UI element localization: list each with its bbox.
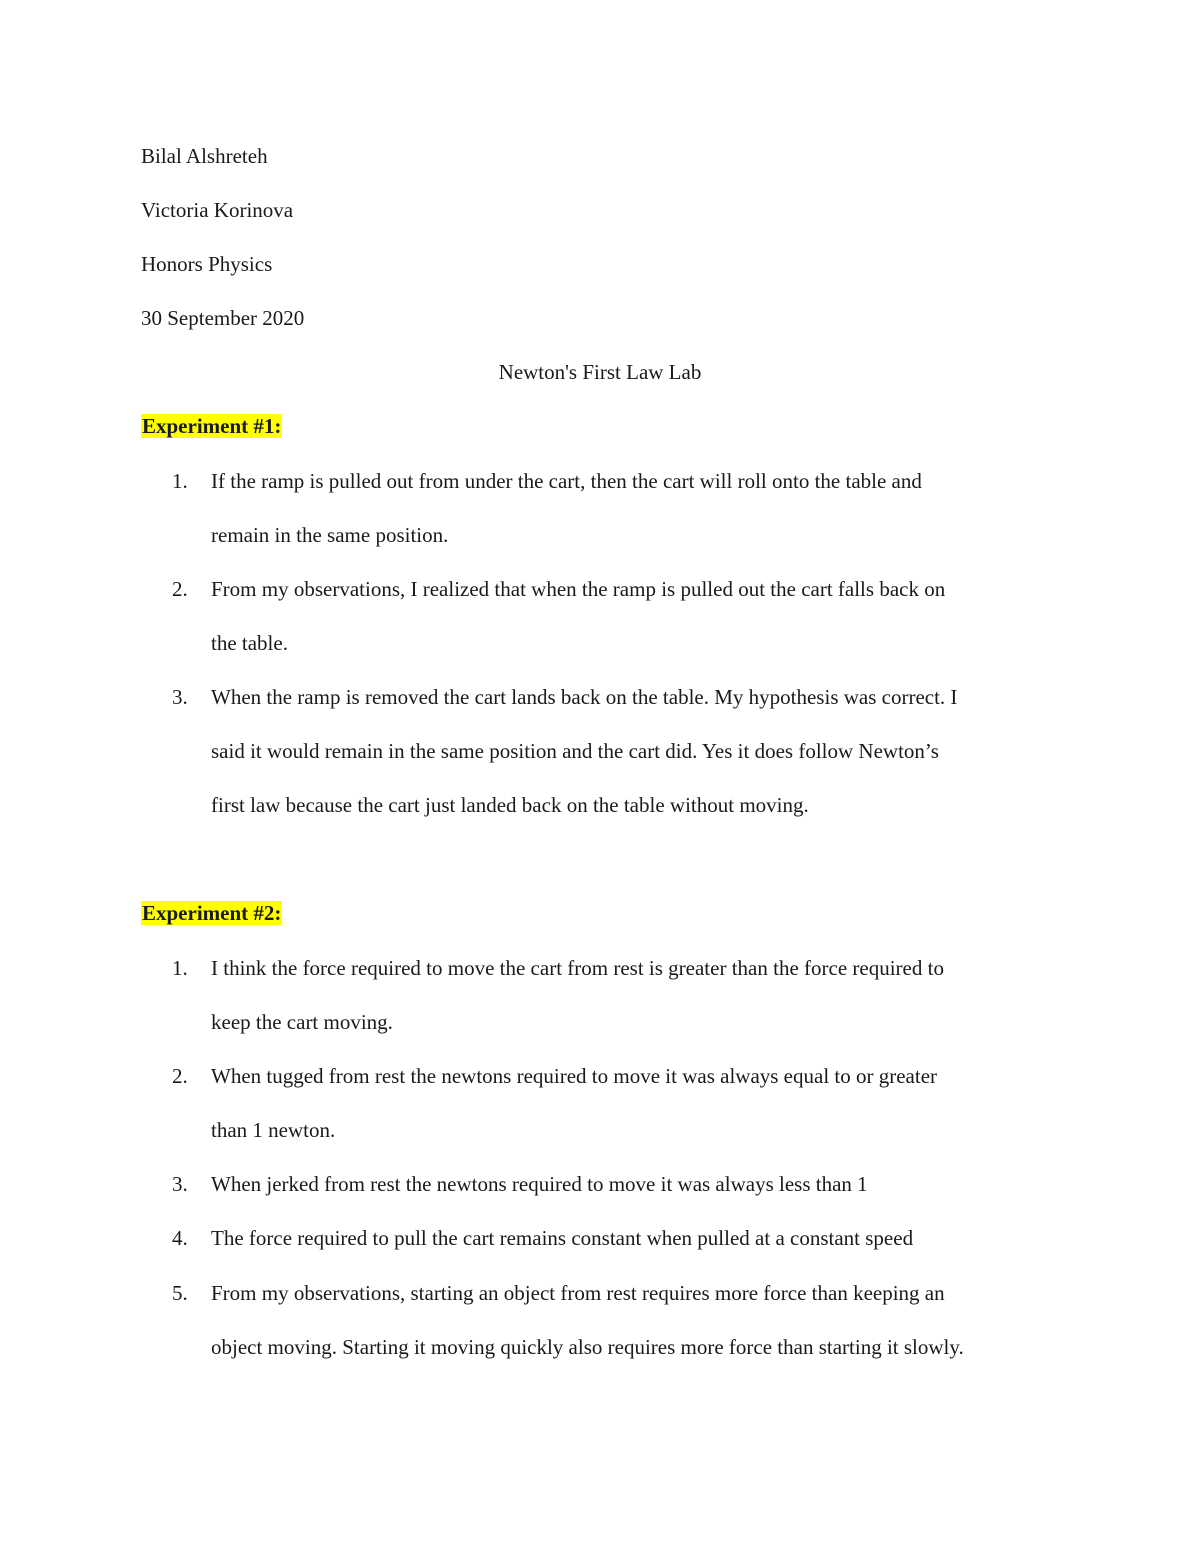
list-item-line: From my observations, I realized that when the ramp is pulled out the cart falls back on — [211, 577, 946, 601]
list-item-line: keep the cart moving. — [211, 1010, 393, 1034]
list-item-number: 1. — [172, 469, 188, 493]
list-item-line: said it would remain in the same position and the cart did. Yes it does follow Newton’s — [211, 739, 939, 763]
list-item-line: remain in the same position. — [211, 523, 449, 547]
list-item-line: object moving. Starting it moving quickly also requires more force than starting it slowly. — [211, 1335, 964, 1359]
list-item-number: 2. — [172, 1064, 188, 1088]
author-name: Bilal Alshreteh — [141, 144, 268, 168]
list-item-number: 2. — [172, 577, 188, 601]
experiment-1-heading-text: Experiment #1: — [142, 414, 282, 438]
experiment-2-heading-text: Experiment #2: — [142, 901, 282, 925]
list-item-line: If the ramp is pulled out from under the cart, then the cart will roll onto the table and — [211, 469, 922, 493]
list-item-line: the table. — [211, 631, 288, 655]
list-item-number: 5. — [172, 1281, 188, 1305]
list-item-line: From my observations, starting an object from rest requires more force than keeping an — [211, 1281, 945, 1305]
list-item-line: When jerked from rest the newtons required to move it was always less than 1 — [211, 1172, 868, 1196]
list-item-number: 3. — [172, 685, 188, 709]
list-item-line: than 1 newton. — [211, 1118, 336, 1142]
list-item-line: The force required to pull the cart remains constant when pulled at a constant speed — [211, 1226, 914, 1250]
list-item-number: 3. — [172, 1172, 188, 1196]
list-item-line: I think the force required to move the cart from rest is greater than the force required to — [211, 956, 944, 980]
course-name: Honors Physics — [141, 252, 273, 276]
document-date: 30 September 2020 — [141, 306, 305, 330]
experiment-1-heading — [141, 411, 282, 441]
list-item-line: When the ramp is removed the cart lands back on the table. My hypothesis was correct. I — [211, 685, 958, 709]
list-item-line: first law because the cart just landed back on the table without moving. — [211, 793, 809, 817]
list-item-number: 4. — [172, 1226, 188, 1250]
instructor-name: Victoria Korinova — [141, 198, 294, 222]
experiment-2-heading — [141, 898, 282, 928]
list-item-line: When tugged from rest the newtons required to move it was always equal to or greater — [211, 1064, 938, 1088]
list-item-number: 1. — [172, 956, 188, 980]
document-title: Newton's First Law Lab — [498, 360, 702, 384]
